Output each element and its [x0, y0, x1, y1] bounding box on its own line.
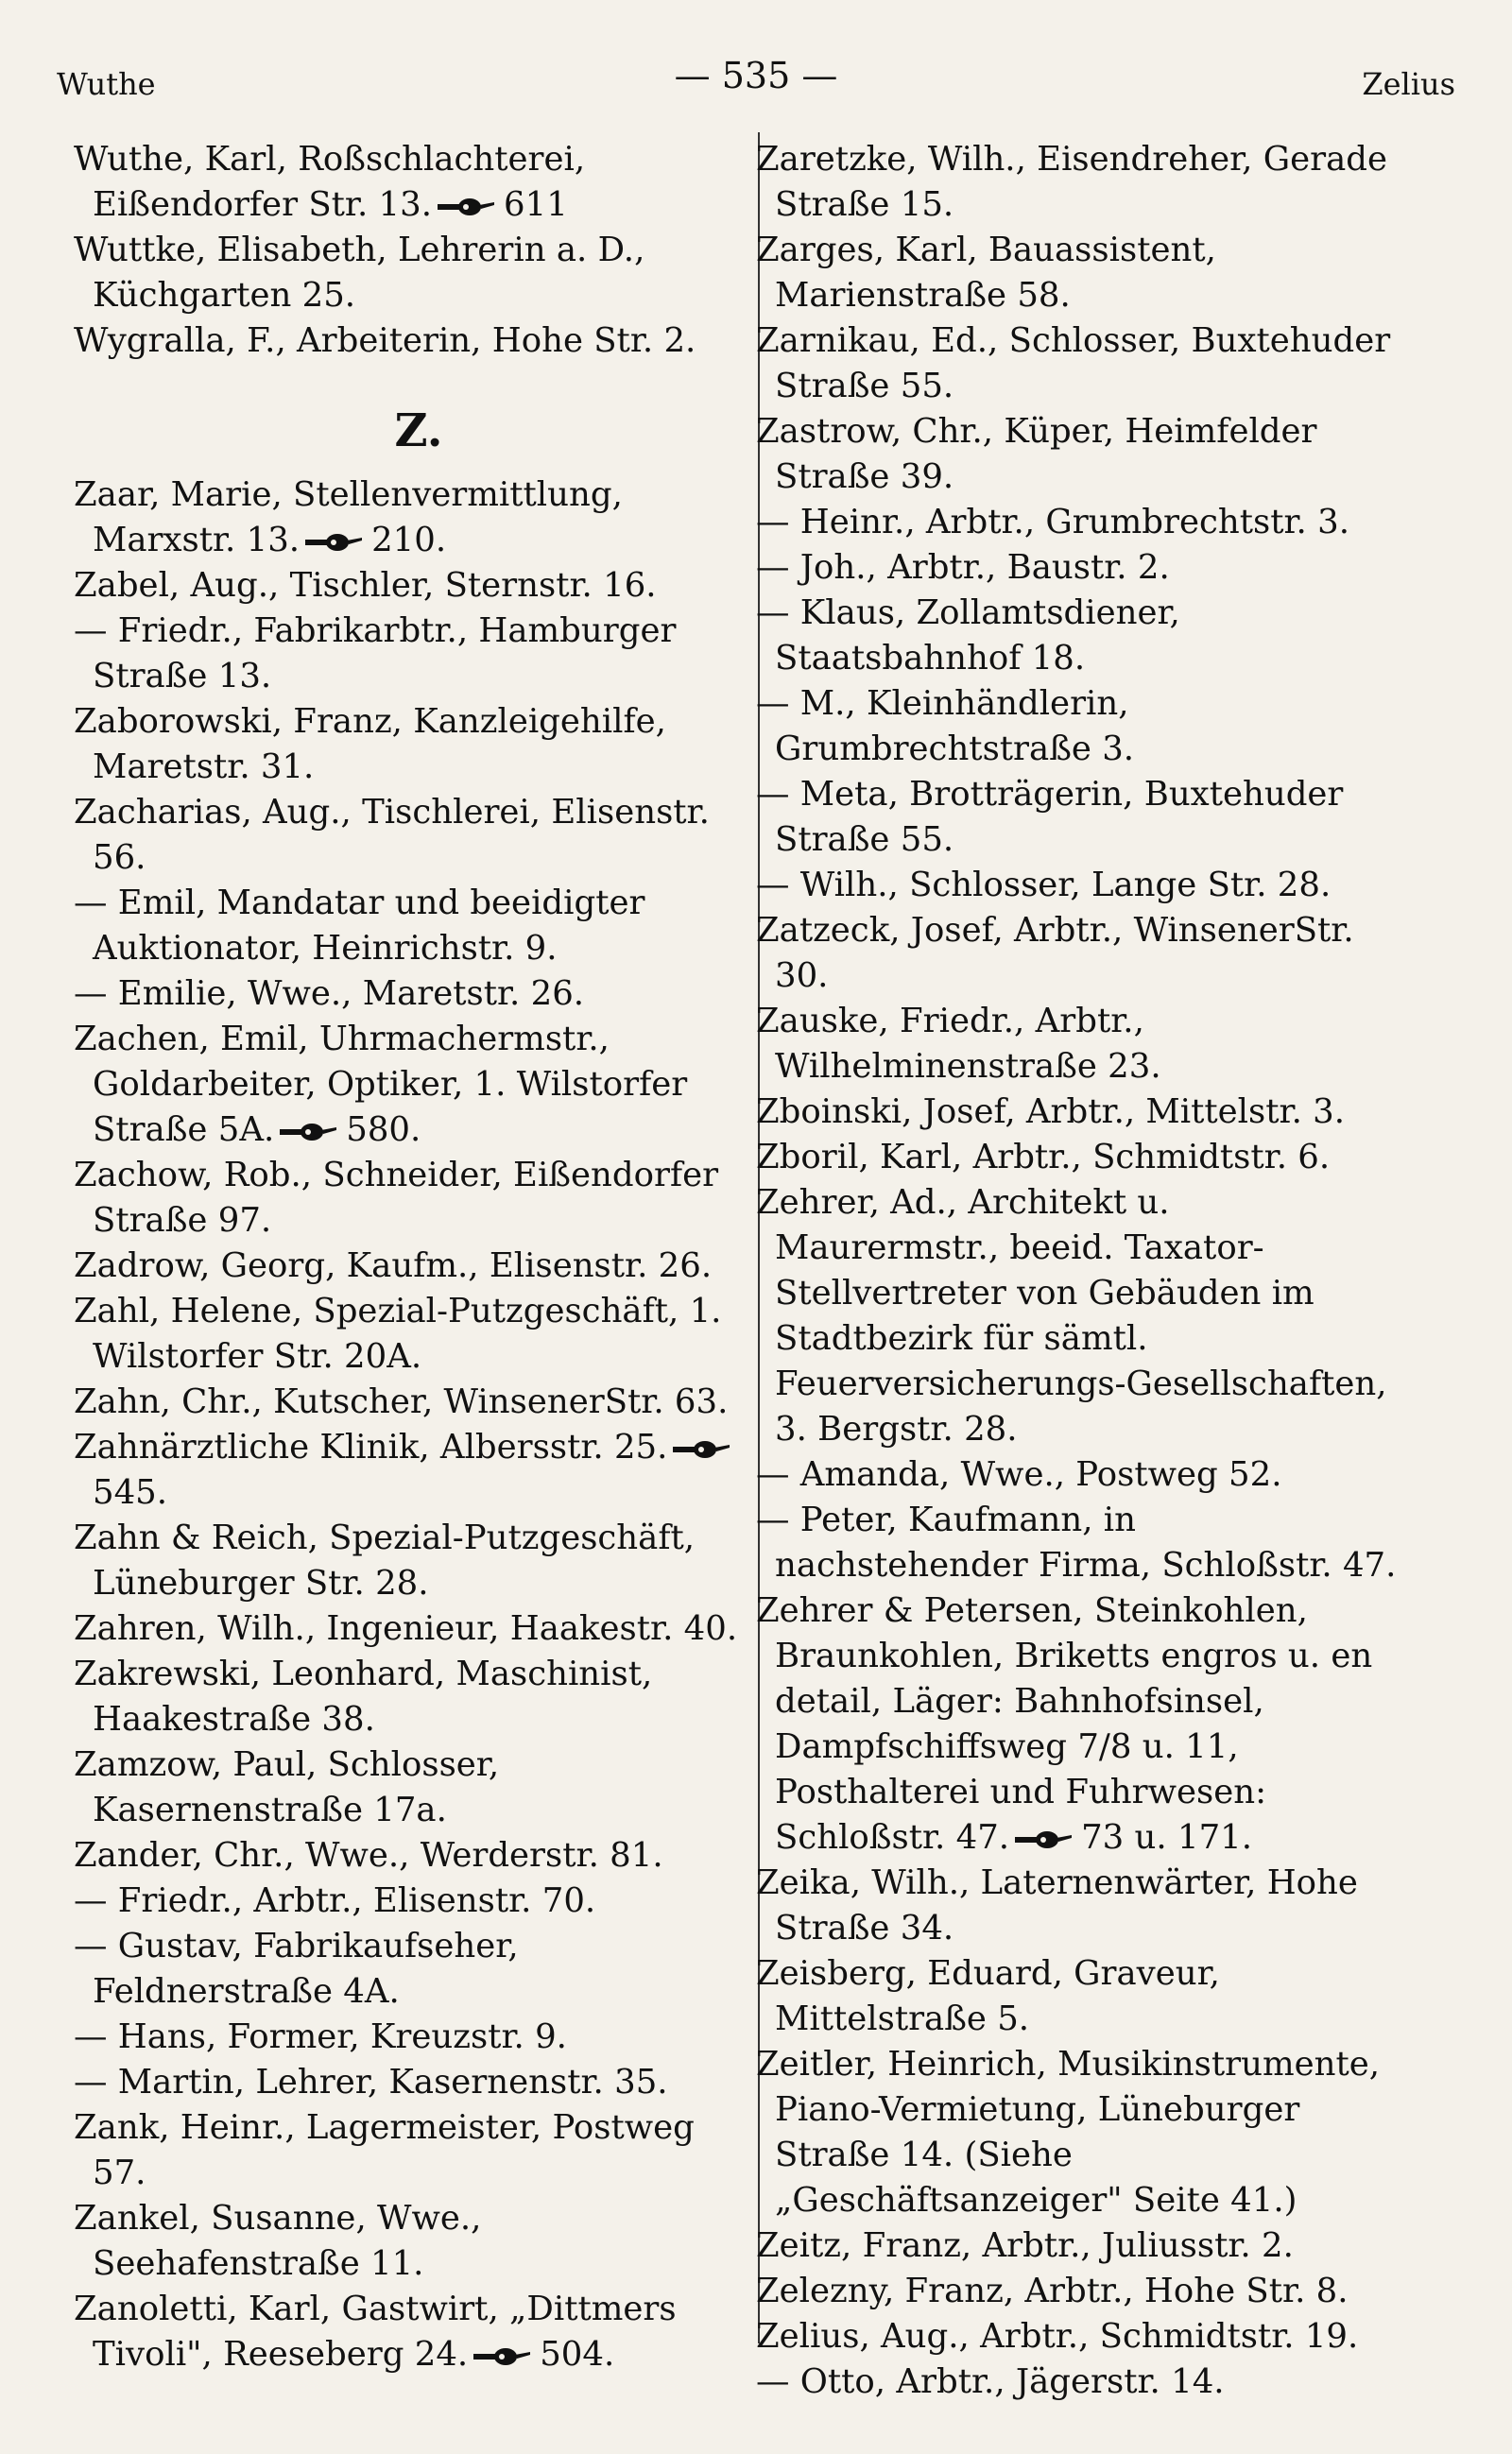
entry-text: Zaretzke, Wilh., Eisendreher, Gerade Straße 15. [756, 140, 1387, 224]
entry-text: Zank, Heinr., Lagermeister, Postweg 57. [74, 2108, 695, 2192]
entry-text: Zamzow, Paul, Schlosser, Kasernenstraße 17a. [74, 1745, 500, 1829]
directory-entry [74, 1606, 743, 1652]
entry-text: Zaborowski, Franz, Kanzleigehilfe, Maretstr. 31. [74, 702, 666, 786]
directory-entry [756, 318, 1399, 409]
phone-number: 73 u. 171. [1081, 1818, 1253, 1857]
directory-entry [74, 1833, 743, 1879]
entry-text: Zahren, Wilh., Ingenieur, Haakestr. 40. [74, 1609, 738, 1648]
directory-entry [756, 2269, 1399, 2314]
entry-text: — M., Kleinhändlerin, Grumbrechtstraße 3. [756, 684, 1135, 768]
directory-entry [756, 681, 1399, 772]
header-left-catchword: Wuthe [57, 66, 156, 102]
entry-text: Zeika, Wilh., Laternenwärter, Hohe Straße 34. [756, 1863, 1358, 1948]
directory-entry [74, 563, 743, 609]
entry-text: — Martin, Lehrer, Kasernenstr. 35. [74, 2063, 668, 2102]
entry-text: Zanoletti, Karl, Gastwirt, „Dittmers Tivoli", Reeseberg 24. [74, 2290, 677, 2374]
entry-text: Zaar, Marie, Stellenvermittlung, Marxstr. 13. [74, 475, 623, 559]
directory-entry [756, 2360, 1399, 2405]
phone-number: 545. [93, 1473, 168, 1512]
entry-text: — Otto, Arbtr., Jägerstr. 14. [756, 2362, 1225, 2401]
directory-entry [756, 545, 1399, 591]
directory-entry [756, 2314, 1399, 2360]
page-number: — 535 — [674, 55, 838, 96]
phone-icon [305, 532, 364, 553]
entry-text: Zehrer & Petersen, Steinkohlen, Braunkohlen, Briketts engros u. en detail, Läger: Bahnhofsinsel, Dampfschiffsweg 7/8 u. 11, Posthalterei und Fuhrwesen: Schloßstr. 47. [756, 1591, 1373, 1857]
entry-text: — Emil, Mandatar und beeidigter Auktionator, Heinrichstr. 9. [74, 884, 645, 968]
entry-text: Zboinski, Josef, Arbtr., Mittelstr. 3. [756, 1092, 1346, 1131]
directory-entry [756, 908, 1399, 999]
directory-entry [74, 699, 743, 790]
entry-text: Zander, Chr., Wwe., Werderstr. 81. [74, 1836, 663, 1875]
entry-text: Zakrewski, Leonhard, Maschinist, Haakestraße 38. [74, 1655, 653, 1739]
page-header [57, 49, 1455, 106]
directory-entry [74, 472, 743, 563]
directory-entry [756, 863, 1399, 908]
directory-entry [74, 318, 743, 364]
directory-entry [74, 2015, 743, 2060]
phone-icon [473, 2346, 532, 2367]
phone-icon [280, 1122, 338, 1142]
entry-text: Zeitz, Franz, Arbtr., Juliusstr. 2. [756, 2226, 1294, 2265]
directory-entry [74, 228, 743, 318]
entry-text: Zehrer, Ad., Architekt u. Maurermstr., beeid. Taxator-Stellvertreter von Gebäuden im Stadtbezirk für sämtl. Feuerversicherungs-Gesellschaften, 3. Bergstr. 28. [756, 1183, 1387, 1449]
entry-text: Zankel, Susanne, Wwe., Seehafenstraße 11. [74, 2199, 482, 2283]
directory-entry [756, 1135, 1399, 1180]
directory-entry [74, 1924, 743, 2015]
entry-text: Zelius, Aug., Arbtr., Schmidtstr. 19. [756, 2317, 1359, 2356]
directory-entry [74, 609, 743, 699]
directory-entry [74, 1244, 743, 1289]
directory-entry [74, 1017, 743, 1153]
entry-text: Zahnärztliche Klinik, Albersstr. 25. [74, 1428, 668, 1467]
phone-number: 504. [540, 2335, 615, 2374]
entry-text: Wygralla, F., Arbeiterin, Hohe Str. 2. [74, 321, 696, 360]
entry-text: — Friedr., Arbtr., Elisenstr. 70. [74, 1881, 596, 1920]
entry-text: Zarnikau, Ed., Schlosser, Buxtehuder Straße 55. [756, 321, 1391, 405]
directory-entry [756, 1090, 1399, 1135]
entry-text: — Joh., Arbtr., Baustr. 2. [756, 548, 1170, 587]
entry-text: — Emilie, Wwe., Maretstr. 26. [74, 974, 585, 1013]
phone-number: 210. [371, 521, 447, 559]
entry-text: Zatzeck, Josef, Arbtr., WinsenerStr. 30. [756, 911, 1354, 995]
directory-entry [756, 1861, 1399, 1951]
entry-text: Zacharias, Aug., Tischlerei, Elisenstr. 56. [74, 793, 710, 877]
entry-text: — Hans, Former, Kreuzstr. 9. [74, 2017, 567, 2056]
phone-icon [438, 197, 496, 217]
directory-entry [74, 2287, 743, 2377]
directory-entry [756, 1498, 1399, 1588]
directory-entry [756, 228, 1399, 318]
entry-text: Zachow, Rob., Schneider, Eißendorfer Straße 97. [74, 1156, 719, 1240]
directory-entry [756, 1951, 1399, 2042]
entry-text: Wuthe, Karl, Roßschlachterei, Eißendorfer Str. 13. [74, 140, 586, 224]
directory-entry [74, 971, 743, 1017]
directory-entry [74, 1742, 743, 1833]
entry-text: Zadrow, Georg, Kaufm., Elisenstr. 26. [74, 1246, 713, 1285]
phone-number: 611 [504, 185, 568, 224]
entry-text: Zabel, Aug., Tischler, Sternstr. 16. [74, 566, 657, 605]
entry-text: — Heinr., Arbtr., Grumbrechtstr. 3. [756, 503, 1349, 541]
entry-text: — Gustav, Fabrikaufseher, Feldnerstraße 4A. [74, 1927, 519, 2011]
directory-entry [74, 1516, 743, 1606]
directory-entry [756, 2042, 1399, 2223]
directory-entry [756, 1588, 1399, 1861]
entry-text: — Amanda, Wwe., Postweg 52. [756, 1455, 1282, 1494]
entry-text: Zarges, Karl, Bauassistent, Marienstraße 58. [756, 231, 1216, 315]
directory-entry [74, 2105, 743, 2196]
directory-entry [74, 1652, 743, 1742]
directory-entry [74, 790, 743, 881]
directory-entry [74, 1380, 743, 1425]
entry-text: Zahn, Chr., Kutscher, WinsenerStr. 63. [74, 1382, 729, 1421]
directory-entry [74, 881, 743, 971]
phone-number: 580. [346, 1110, 421, 1149]
header-right-catchword: Zelius [1362, 66, 1455, 102]
entry-text: Zauske, Friedr., Arbtr., Wilhelminenstraße 23. [756, 1002, 1161, 1086]
left-column [74, 137, 764, 2377]
entry-text: — Friedr., Fabrikarbtr., Hamburger Straße 13. [74, 611, 677, 695]
directory-entry [756, 1452, 1399, 1498]
entry-text: — Meta, Brotträgerin, Buxtehuder Straße 55. [756, 775, 1344, 859]
entry-text: — Klaus, Zollamtsdiener, Staatsbahnhof 18. [756, 593, 1180, 678]
entry-text: Zboril, Karl, Arbtr., Schmidtstr. 6. [756, 1138, 1331, 1176]
directory-entry [74, 1153, 743, 1244]
directory-entry [756, 409, 1399, 500]
phone-icon [1015, 1829, 1074, 1850]
entry-text: Zelezny, Franz, Arbtr., Hohe Str. 8. [756, 2272, 1349, 2310]
directory-entry [756, 772, 1399, 863]
directory-entry [756, 2223, 1399, 2269]
entry-text: Zastrow, Chr., Küper, Heimfelder Straße 39. [756, 412, 1317, 496]
directory-entry [756, 500, 1399, 545]
section-letter: Z. [394, 404, 443, 457]
directory-entry [74, 1425, 743, 1516]
directory-entry [74, 2196, 743, 2287]
entry-text: Wuttke, Elisabeth, Lehrerin a. D., Küchgarten 25. [74, 231, 645, 315]
directory-entry [756, 591, 1399, 681]
directory-entry [74, 2060, 743, 2105]
entry-text: — Wilh., Schlosser, Lange Str. 28. [756, 866, 1332, 904]
entry-text: Zahn & Reich, Spezial-Putzgeschäft, Lüneburger Str. 28. [74, 1519, 696, 1603]
right-column [756, 137, 1419, 2405]
entry-text: Zachen, Emil, Uhrmachermstr., Goldarbeiter, Optiker, 1. Wilstorfer Straße 5A. [74, 1020, 688, 1149]
entry-text: — Peter, Kaufmann, in nachstehender Firma, Schloßstr. 47. [756, 1501, 1397, 1585]
directory-entry [756, 137, 1399, 228]
entry-text: Zeisberg, Eduard, Graveur, Mittelstraße 5. [756, 1954, 1220, 2038]
directory-entry [74, 137, 743, 228]
directory-entry [74, 1879, 743, 1924]
directory-entry [756, 999, 1399, 1090]
entry-text: Zahl, Helene, Spezial-Putzgeschäft, 1. Wilstorfer Str. 20A. [74, 1292, 722, 1376]
directory-entry [74, 1289, 743, 1380]
directory-entry [756, 1180, 1399, 1452]
entry-text: Zeitler, Heinrich, Musikinstrumente, Piano-Vermietung, Lüneburger Straße 14. (Siehe „Geschäftsanzeiger" Seite 41.) [756, 2045, 1381, 2220]
phone-icon [673, 1439, 731, 1460]
